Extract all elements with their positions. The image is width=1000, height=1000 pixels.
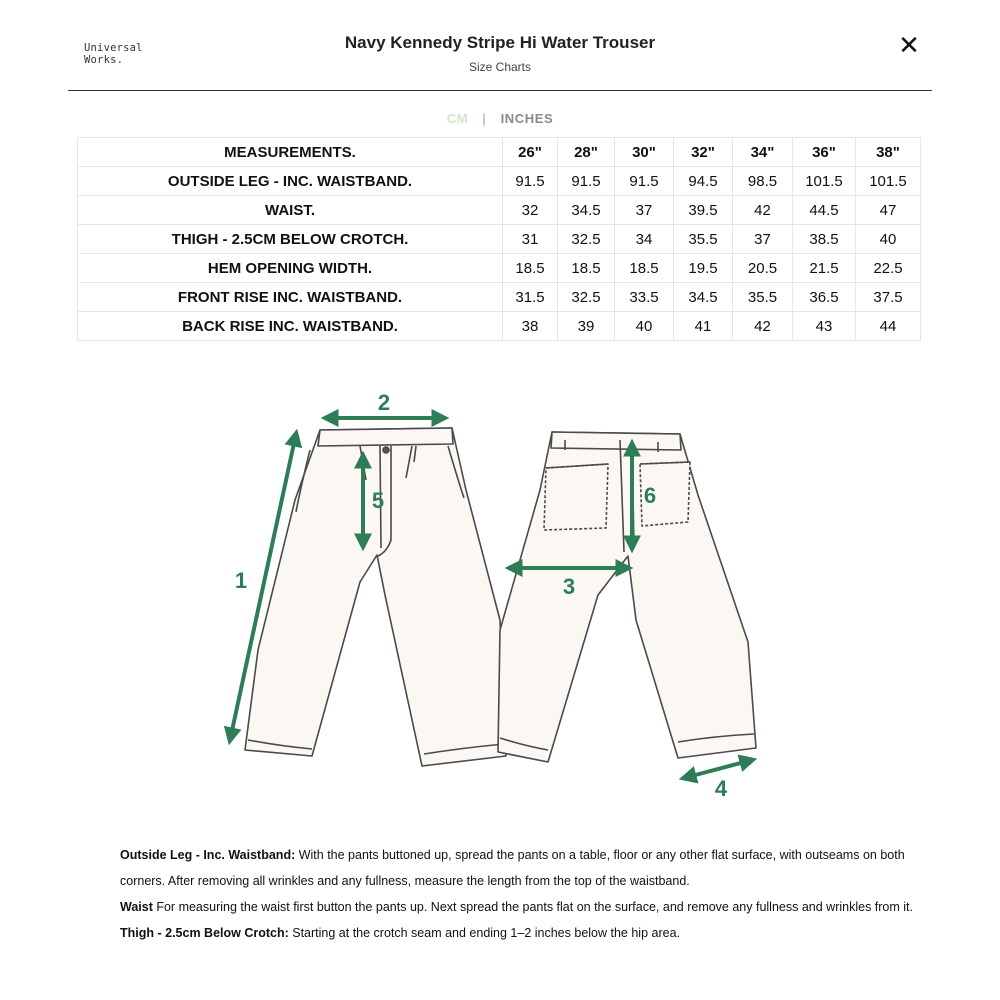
row-label: THIGH - 2.5CM BELOW CROTCH. xyxy=(78,225,503,254)
size-header: 28" xyxy=(558,138,615,167)
note-term: Thigh - 2.5cm Below Crotch: xyxy=(120,926,289,940)
table-cell: 37 xyxy=(615,196,674,225)
table-cell: 39 xyxy=(558,312,615,341)
size-header: 26" xyxy=(503,138,558,167)
close-button[interactable] xyxy=(894,30,924,60)
row-label: FRONT RISE INC. WAISTBAND. xyxy=(78,283,503,312)
note-thigh xyxy=(120,920,920,946)
table-cell: 101.5 xyxy=(856,167,921,196)
size-header: 34" xyxy=(733,138,793,167)
table-row xyxy=(78,254,921,283)
size-header: 32" xyxy=(674,138,733,167)
size-header: 38" xyxy=(856,138,921,167)
size-header: 36" xyxy=(793,138,856,167)
page-title: Navy Kennedy Stripe Hi Water Trouser xyxy=(344,33,656,52)
brand-logo-line1: Universal xyxy=(84,42,143,54)
note-outside-leg xyxy=(120,842,920,894)
unit-toggle xyxy=(0,111,1000,126)
table-cell: 91.5 xyxy=(558,167,615,196)
row-label: OUTSIDE LEG - INC. WAISTBAND. xyxy=(78,167,503,196)
table-cell: 32.5 xyxy=(558,283,615,312)
note-waist xyxy=(120,894,920,920)
table-row xyxy=(78,225,921,254)
table-cell: 34 xyxy=(615,225,674,254)
table-cell: 47 xyxy=(856,196,921,225)
brand-logo-line2: Works. xyxy=(84,54,124,66)
diagram-label-6: 6 xyxy=(643,483,657,508)
table-cell: 18.5 xyxy=(558,254,615,283)
table-cell: 98.5 xyxy=(733,167,793,196)
page-subtitle: Size Charts xyxy=(468,60,532,74)
unit-inches-button[interactable]: INCHES xyxy=(500,111,554,126)
measurement-notes xyxy=(120,842,920,946)
diagram-label-2: 2 xyxy=(377,390,391,415)
diagram-label-5: 5 xyxy=(371,488,385,513)
table-cell: 101.5 xyxy=(793,167,856,196)
table-cell: 32.5 xyxy=(558,225,615,254)
front-trouser-illustration xyxy=(245,428,506,766)
table-cell: 39.5 xyxy=(674,196,733,225)
table-cell: 22.5 xyxy=(856,254,921,283)
table-cell: 44.5 xyxy=(793,196,856,225)
table-cell: 18.5 xyxy=(503,254,558,283)
table-header-row xyxy=(78,138,921,167)
table-cell: 18.5 xyxy=(615,254,674,283)
table-cell: 38 xyxy=(503,312,558,341)
back-trouser-illustration xyxy=(498,432,756,762)
unit-cm-button[interactable]: CM xyxy=(446,111,469,126)
row-label: WAIST. xyxy=(78,196,503,225)
unit-separator: | xyxy=(482,111,487,126)
table-cell: 35.5 xyxy=(674,225,733,254)
header-measurements: MEASUREMENTS. xyxy=(78,138,503,167)
note-term: Outside Leg - Inc. Waistband: xyxy=(120,848,296,862)
table-cell: 37.5 xyxy=(856,283,921,312)
table-cell: 44 xyxy=(856,312,921,341)
trouser-measurement-diagram xyxy=(200,380,800,810)
diagram-label-4: 4 xyxy=(714,776,728,801)
table-cell: 40 xyxy=(856,225,921,254)
table-cell: 38.5 xyxy=(793,225,856,254)
size-header: 30" xyxy=(615,138,674,167)
table-cell: 37 xyxy=(733,225,793,254)
table-cell: 31.5 xyxy=(503,283,558,312)
size-chart-table xyxy=(77,137,921,341)
table-cell: 34.5 xyxy=(558,196,615,225)
table-cell: 31 xyxy=(503,225,558,254)
row-label: HEM OPENING WIDTH. xyxy=(78,254,503,283)
table-cell: 20.5 xyxy=(733,254,793,283)
table-cell: 40 xyxy=(615,312,674,341)
table-row xyxy=(78,196,921,225)
diagram-label-1: 1 xyxy=(234,568,248,593)
note-text: For measuring the waist first button the pants up. Next spread the pants flat on the surface, and remove any fullness and wrinkles from it. xyxy=(152,900,913,914)
table-cell: 34.5 xyxy=(674,283,733,312)
note-text: Starting at the crotch seam and ending 1–2 inches below the hip area. xyxy=(288,926,680,940)
table-cell: 91.5 xyxy=(503,167,558,196)
table-row xyxy=(78,167,921,196)
table-cell: 36.5 xyxy=(793,283,856,312)
row-label: BACK RISE INC. WAISTBAND. xyxy=(78,312,503,341)
table-row xyxy=(78,312,921,341)
table-cell: 32 xyxy=(503,196,558,225)
table-cell: 43 xyxy=(793,312,856,341)
table-cell: 19.5 xyxy=(674,254,733,283)
table-cell: 42 xyxy=(733,196,793,225)
header-divider xyxy=(68,90,932,91)
table-cell: 41 xyxy=(674,312,733,341)
close-icon: ✕ xyxy=(898,30,920,60)
table-row xyxy=(78,283,921,312)
note-term: Waist xyxy=(120,900,153,914)
note-text: With the pants buttoned up, spread the pants on a table, floor or any other flat surface, with outseams on both corners. After removing all wrinkles and any fullness, measure the length from the top of the waistband. xyxy=(120,848,905,888)
diagram-label-3: 3 xyxy=(562,574,576,599)
table-cell: 35.5 xyxy=(733,283,793,312)
table-cell: 94.5 xyxy=(674,167,733,196)
table-cell: 21.5 xyxy=(793,254,856,283)
table-cell: 91.5 xyxy=(615,167,674,196)
table-cell: 33.5 xyxy=(615,283,674,312)
table-cell: 42 xyxy=(733,312,793,341)
